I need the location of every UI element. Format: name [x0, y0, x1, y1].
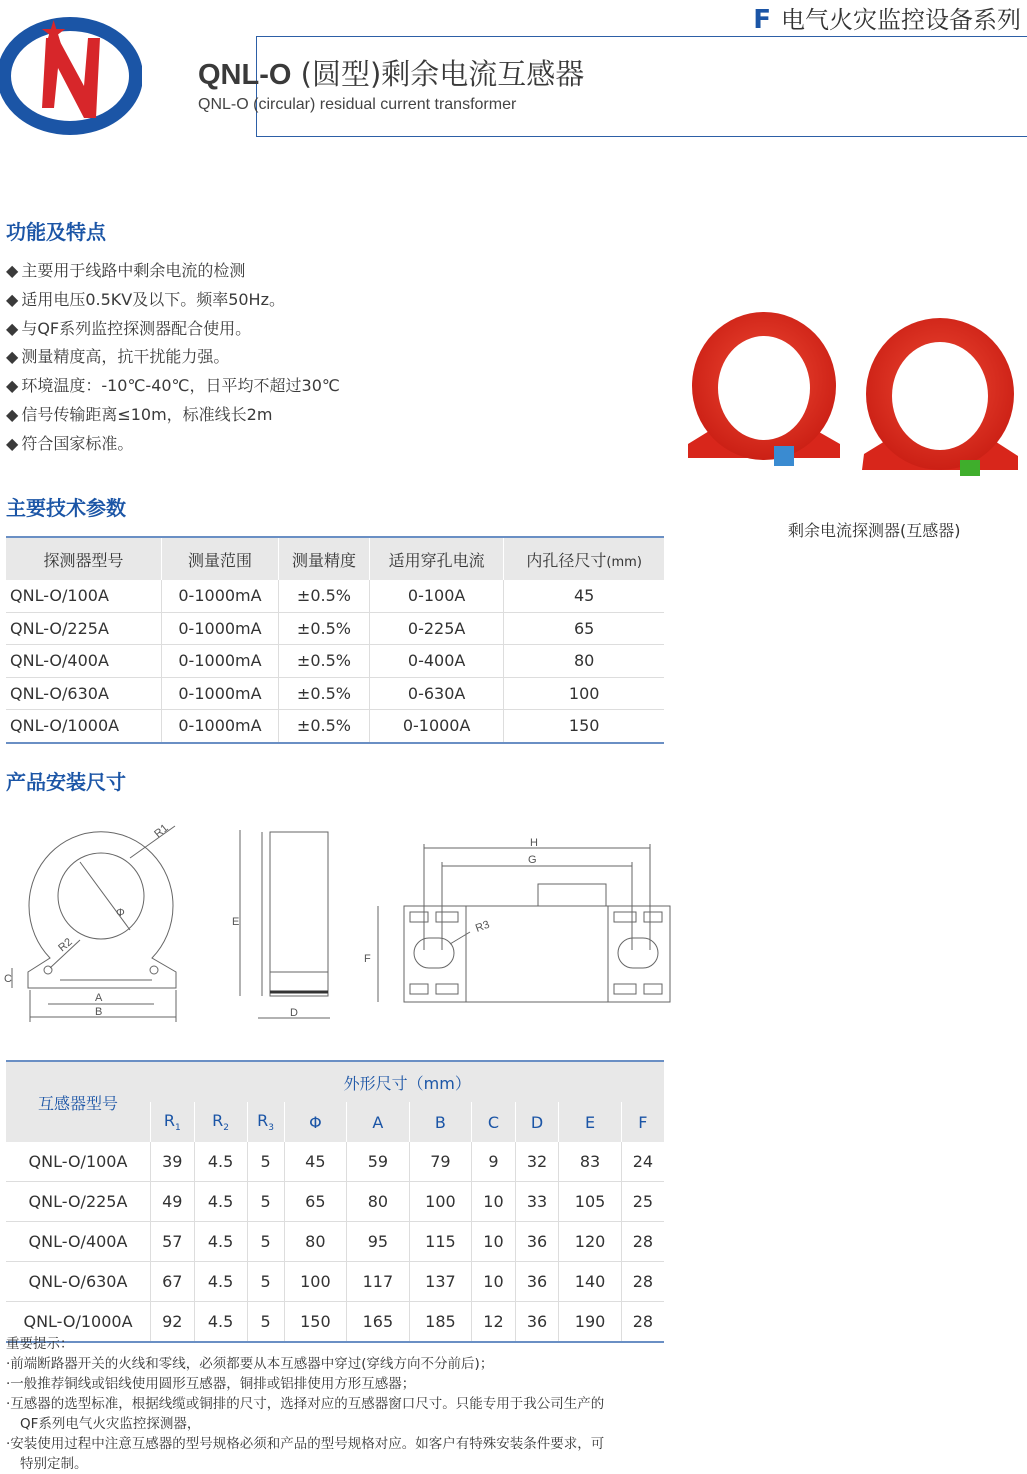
cell: 10	[472, 1262, 516, 1302]
cell: 9	[472, 1142, 516, 1182]
cell: 100	[409, 1182, 472, 1222]
cell: 32	[515, 1142, 559, 1182]
cell: 95	[347, 1222, 410, 1262]
feature-item: ◆ 环境温度：-10℃-40℃，日平均不超过30℃	[6, 375, 340, 404]
dim-label-f: F	[364, 953, 371, 965]
feature-item: ◆ 符合国家标准。	[6, 433, 340, 462]
cell: ±0.5%	[278, 677, 369, 710]
dim-label-d: D	[290, 1007, 298, 1019]
specs-table	[6, 536, 664, 744]
cell: ±0.5%	[278, 580, 369, 612]
features-heading: 功能及特点	[6, 220, 106, 244]
dim-col-header: C	[472, 1102, 516, 1142]
cell: 28	[621, 1262, 664, 1302]
series-label	[753, 0, 1021, 35]
cell: 80	[284, 1222, 347, 1262]
cell: QNL-O/100A	[6, 580, 161, 612]
cell: 5	[247, 1182, 284, 1222]
dim-col-header: Φ	[284, 1102, 347, 1142]
cell: 33	[515, 1182, 559, 1222]
table-row	[6, 1222, 664, 1262]
cell: 10	[472, 1182, 516, 1222]
cell: 137	[409, 1262, 472, 1302]
col-header: 测量范围	[161, 537, 278, 580]
cell: 12	[472, 1302, 516, 1343]
group-header: 外形尺寸（mm）	[151, 1061, 665, 1102]
feature-item: ◆ 适用电压0.5KV及以下。频率50Hz。	[6, 289, 340, 318]
dimensions-table	[6, 1060, 664, 1343]
dim-col-header: E	[559, 1102, 622, 1142]
company-logo	[0, 8, 142, 140]
note-item: 特别定制。	[20, 1456, 88, 1472]
cell: 57	[151, 1222, 195, 1262]
title-model: QNL-O	[198, 59, 292, 91]
cell: 24	[621, 1142, 664, 1182]
photo-caption: 剩余电流探测器(互感器)	[788, 521, 961, 540]
dim-col-header: $R_2$	[194, 1102, 247, 1142]
table-row	[6, 710, 664, 743]
table-row	[6, 1262, 664, 1302]
cell: QNL-O/225A	[6, 612, 161, 645]
cell: 4.5	[194, 1262, 247, 1302]
feature-item: ◆ 主要用于线路中剩余电流的检测	[6, 260, 340, 289]
cell: 92	[151, 1302, 195, 1343]
important-notes	[6, 1334, 666, 1474]
col-header: 内孔径尺寸	[526, 550, 607, 570]
table-row	[6, 645, 664, 678]
cell: 25	[621, 1182, 664, 1222]
logo-letter: N	[0, 8, 1, 9]
cell: 67	[151, 1262, 195, 1302]
cell: 65	[504, 612, 664, 645]
cell: 79	[409, 1142, 472, 1182]
dim-label-b: B	[95, 1006, 103, 1018]
cell: 36	[515, 1262, 559, 1302]
table-row	[6, 677, 664, 710]
series-name: 电气火灾监控设备系列	[781, 6, 1021, 34]
cell: 5	[247, 1222, 284, 1262]
cell: 5	[247, 1302, 284, 1343]
cell: 150	[504, 710, 664, 743]
dim-col-header: A	[347, 1102, 410, 1142]
dim-label-phi: Φ	[116, 907, 125, 919]
cell: 100	[284, 1262, 347, 1302]
cell: 100	[504, 677, 664, 710]
cell: 185	[409, 1302, 472, 1343]
cell: 5	[247, 1262, 284, 1302]
cell: 0-1000mA	[161, 580, 278, 612]
cell: 45	[284, 1142, 347, 1182]
cell: QNL-O/1000A	[6, 710, 161, 743]
dim-col-header: $R_1$	[151, 1102, 195, 1142]
cell: ±0.5%	[278, 710, 369, 743]
cell: 105	[559, 1182, 622, 1222]
install-heading: 产品安装尺寸	[6, 770, 126, 794]
cell: 0-1000mA	[161, 645, 278, 678]
table-row	[6, 580, 664, 612]
table-row	[6, 612, 664, 645]
model-cell: QNL-O/1000A	[6, 1302, 151, 1343]
dim-label-a: A	[95, 992, 103, 1004]
cell: 28	[621, 1302, 664, 1343]
dim-label-c: C	[4, 973, 12, 985]
cell: ±0.5%	[278, 645, 369, 678]
cell: 10	[472, 1222, 516, 1262]
cell: 165	[347, 1302, 410, 1343]
cell: 0-1000mA	[161, 677, 278, 710]
cell: 0-630A	[369, 677, 503, 710]
note-item: QF系列电气火灾监控探测器，	[20, 1416, 201, 1432]
dim-col-header: D	[515, 1102, 559, 1142]
feature-item: ◆ 与QF系列监控探测器配合使用。	[6, 318, 340, 347]
note-item: ·一般推荐铜线或铝线使用圆形互感器，铜排或铝排使用方形互感器；	[6, 1376, 416, 1392]
dim-label-e: E	[232, 916, 240, 928]
cell: 49	[151, 1182, 195, 1222]
cell: 80	[347, 1182, 410, 1222]
col-header: 测量精度	[278, 537, 369, 580]
cell: 0-1000A	[369, 710, 503, 743]
cell: 0-225A	[369, 612, 503, 645]
unit-label: (mm)	[606, 554, 642, 570]
dim-col-header: F	[621, 1102, 664, 1142]
cell: 4.5	[194, 1302, 247, 1343]
notes-heading: 重要提示：	[6, 1336, 74, 1352]
cell: 4.5	[194, 1142, 247, 1182]
cell: 80	[504, 645, 664, 678]
model-cell: QNL-O/100A	[6, 1142, 151, 1182]
cell: QNL-O/400A	[6, 645, 161, 678]
product-photo	[684, 308, 1024, 486]
cell: 0-1000mA	[161, 710, 278, 743]
dim-label-r1: R1	[152, 822, 171, 841]
table-row	[6, 1142, 664, 1182]
dim-label-r3: R3	[473, 918, 492, 935]
dim-label-h: H	[530, 837, 538, 849]
title-cn: (圆型)剩余电流互感器	[300, 57, 585, 91]
specs-heading: 主要技术参数	[6, 496, 126, 520]
cell: 4.5	[194, 1182, 247, 1222]
series-letter: F	[753, 5, 771, 35]
note-item: ·前端断路器开关的火线和零线，必须都要从本互感器中穿过(穿线方向不分前后)；	[6, 1356, 494, 1372]
page-title	[198, 52, 584, 93]
cell: 45	[504, 580, 664, 612]
cell: ±0.5%	[278, 612, 369, 645]
col-header: 适用穿孔电流	[369, 537, 503, 580]
cell: 65	[284, 1182, 347, 1222]
cell: 59	[347, 1142, 410, 1182]
model-cell: QNL-O/630A	[6, 1262, 151, 1302]
cell: 0-100A	[369, 580, 503, 612]
model-cell: QNL-O/400A	[6, 1222, 151, 1262]
feature-item: ◆ 信号传输距离≤10m，标准线长2m	[6, 404, 340, 433]
page-subtitle: QNL-O (circular) residual current transformer	[198, 96, 517, 113]
dim-label-r2: R2	[56, 936, 75, 955]
cell: 36	[515, 1222, 559, 1262]
dim-label-g: G	[528, 854, 537, 866]
cell: 4.5	[194, 1222, 247, 1262]
cell: 190	[559, 1302, 622, 1343]
cell: QNL-O/630A	[6, 677, 161, 710]
cell: 36	[515, 1302, 559, 1343]
note-item: ·互感器的选型标准，根据线缆或铜排的尺寸，选择对应的互感器窗口尺寸。只能专用于我公司生产的	[6, 1396, 605, 1412]
cell: 120	[559, 1222, 622, 1262]
cell: 5	[247, 1142, 284, 1182]
cell: 0-1000mA	[161, 612, 278, 645]
note-item: ·安装使用过程中注意互感器的型号规格必须和产品的型号规格对应。如客户有特殊安装条件要求，可	[6, 1436, 605, 1452]
features-list	[6, 260, 340, 462]
cell: 140	[559, 1262, 622, 1302]
cell: 28	[621, 1222, 664, 1262]
cell: 39	[151, 1142, 195, 1182]
col-header-bore	[504, 537, 664, 580]
col-header: 探测器型号	[6, 537, 161, 580]
feature-item: ◆ 测量精度高，抗干扰能力强。	[6, 346, 340, 375]
dim-col-header: $R_3$	[247, 1102, 284, 1142]
dim-col-header: B	[409, 1102, 472, 1142]
model-header: 互感器型号	[6, 1061, 151, 1142]
cell: 115	[409, 1222, 472, 1262]
cell: 150	[284, 1302, 347, 1343]
table-row	[6, 1182, 664, 1222]
cell: 83	[559, 1142, 622, 1182]
installation-drawings	[0, 820, 680, 1030]
cell: 117	[347, 1262, 410, 1302]
model-cell: QNL-O/225A	[6, 1182, 151, 1222]
cell: 0-400A	[369, 645, 503, 678]
